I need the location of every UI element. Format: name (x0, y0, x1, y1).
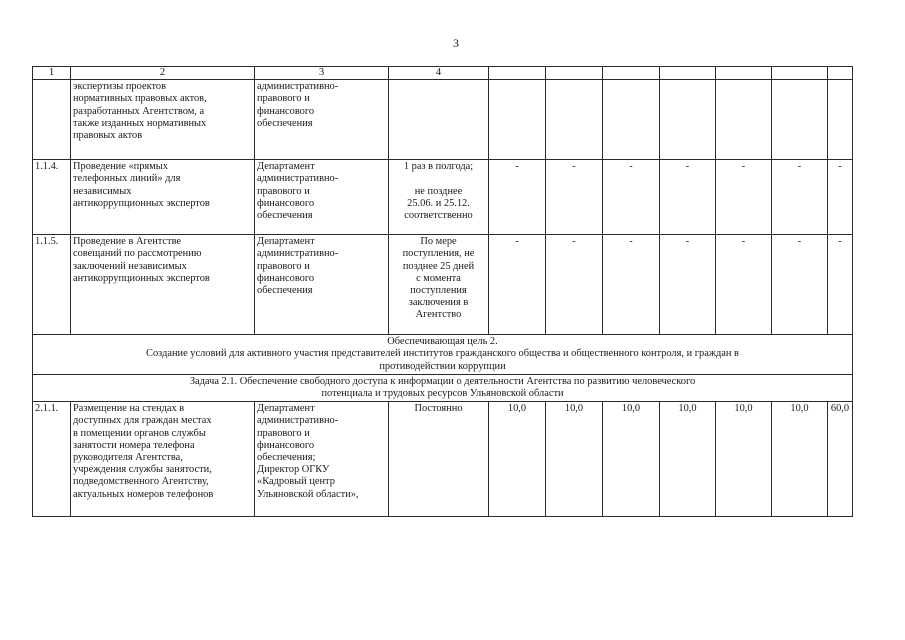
responsible-text: Департамент (257, 161, 315, 173)
goal-text: Обеспечивающая цель 2. (387, 336, 498, 348)
table-row (33, 402, 853, 517)
value-cell: - (546, 235, 603, 335)
value-cell: 10,0 (546, 402, 603, 517)
responsible-text: правового и (257, 93, 310, 105)
value-cell: - (660, 235, 716, 335)
value-cell: 10,0 (603, 402, 660, 517)
value-cell: - (828, 235, 853, 335)
goal-row (33, 335, 853, 375)
value-cell: 10,0 (772, 402, 828, 517)
value-cell (546, 80, 603, 160)
header-cell-11 (828, 67, 853, 80)
measure-text: актуальных номеров телефонов (73, 488, 214, 500)
responsible-text: финансового (257, 439, 315, 451)
responsible-text: Ульяновской области», (257, 488, 359, 500)
goal-text: противодействии коррупции (379, 360, 506, 372)
value-cell: - (716, 235, 772, 335)
deadline-text: По мере (420, 236, 457, 248)
measure-cell (71, 402, 255, 517)
value-cell: - (489, 160, 546, 235)
value-cell: - (716, 160, 772, 235)
responsible-text: обеспечения (257, 210, 313, 222)
row-number (33, 80, 71, 160)
deadline-text: 1 раз в полгода; (403, 161, 474, 173)
task-cell (33, 374, 853, 401)
header-cell-7 (603, 67, 660, 80)
header-cell-10 (772, 67, 828, 80)
measure-text: заключений независимых (73, 260, 187, 272)
row-number: 1.1.4. (33, 160, 71, 235)
deadline-text: 25.06. и 25.12. (407, 197, 470, 209)
deadline-cell (389, 235, 489, 335)
value-cell: - (603, 235, 660, 335)
value-cell: - (603, 160, 660, 235)
header-cell-1: 1 (33, 67, 71, 80)
responsible-cell (255, 80, 389, 160)
measure-text: Проведение «прямых (73, 161, 168, 173)
deadline-text: не позднее (414, 185, 463, 197)
responsible-text: обеспечения (257, 117, 313, 129)
responsible-text: Департамент (257, 403, 315, 415)
responsible-cell (255, 160, 389, 235)
measure-text: руководителя Агентства, (73, 452, 183, 464)
measures-table (32, 66, 853, 517)
responsible-text: административно- (257, 81, 339, 93)
task-text: Задача 2.1. Обеспечение свободного доступа к информации о деятельности Агентства по развитию человеческого (189, 375, 696, 387)
value-cell (603, 80, 660, 160)
responsible-text: административно- (257, 173, 339, 185)
value-cell: 10,0 (716, 402, 772, 517)
deadline-cell (389, 160, 489, 235)
value-cell: - (489, 235, 546, 335)
measure-text: экспертизы проектов (73, 81, 166, 93)
responsible-text: административно- (257, 248, 339, 260)
table-body (33, 67, 853, 517)
header-cell-4: 4 (389, 67, 489, 80)
deadline-text: поступления (410, 285, 467, 297)
table-row (33, 235, 853, 335)
responsible-text: финансового (257, 272, 315, 284)
measure-text: телефонных линий» для (73, 173, 181, 185)
table-row (33, 80, 853, 160)
header-cell-8 (660, 67, 716, 80)
measure-cell (71, 160, 255, 235)
value-cell (828, 80, 853, 160)
responsible-text: «Кадровый центр (257, 476, 335, 488)
value-cell: 60,0 (828, 402, 853, 517)
responsible-text: правового и (257, 260, 310, 272)
deadline-text: соответственно (404, 210, 473, 222)
measure-text: независимых (73, 185, 132, 197)
responsible-text: обеспечения; (257, 452, 316, 464)
value-cell: - (772, 160, 828, 235)
deadline-cell (389, 402, 489, 517)
responsible-text: правового и (257, 185, 310, 197)
deadline-text: позднее 25 дней (402, 260, 475, 272)
measure-text: подведомственного Агентству, (73, 476, 209, 488)
deadline-text (391, 173, 486, 185)
page-number: 3 (453, 36, 459, 50)
value-cell: - (828, 160, 853, 235)
value-cell (772, 80, 828, 160)
header-cell-3: 3 (255, 67, 389, 80)
measure-text: совещаний по рассмотрению (73, 248, 202, 260)
responsible-text: правового и (257, 427, 310, 439)
measure-text: учреждения службы занятости, (73, 464, 212, 476)
measure-text: в помещении органов службы (73, 427, 206, 439)
measure-text: доступных для граждан местах (73, 415, 212, 427)
measure-text: Размещение на стендах в (73, 403, 185, 415)
deadline-text: поступления, не (402, 248, 475, 260)
row-number: 1.1.5. (33, 235, 71, 335)
task-text: потенциала и трудовых ресурсов Ульяновской области (321, 388, 564, 400)
task-row (33, 374, 853, 401)
row-number: 2.1.1. (33, 402, 71, 517)
responsible-text: Департамент (257, 236, 315, 248)
value-cell: - (546, 160, 603, 235)
measure-text: занятости номера телефона (73, 439, 195, 451)
value-cell: - (660, 160, 716, 235)
header-row (33, 67, 853, 80)
measure-text: антикоррупционных экспертов (73, 197, 210, 209)
deadline-text: Постоянно (414, 403, 463, 415)
header-cell-5 (489, 67, 546, 80)
measure-cell (71, 235, 255, 335)
value-cell (660, 80, 716, 160)
measure-cell (71, 80, 255, 160)
goal-cell (33, 335, 853, 375)
responsible-text: Директор ОГКУ (257, 464, 330, 476)
measure-text: нормативных правовых актов, (73, 93, 207, 105)
deadline-text: Агентство (415, 309, 462, 321)
header-cell-9 (716, 67, 772, 80)
goal-text: Создание условий для активного участия представителей институтов гражданского общества и общественного контроля, и граждан в (146, 348, 739, 360)
measure-text: также изданных нормативных (73, 117, 207, 129)
measure-text: Проведение в Агентстве (73, 236, 182, 248)
value-cell (716, 80, 772, 160)
value-cell (489, 80, 546, 160)
header-cell-6 (546, 67, 603, 80)
responsible-text: финансового (257, 105, 315, 117)
table-row (33, 160, 853, 235)
responsible-cell (255, 235, 389, 335)
responsible-text: финансового (257, 197, 315, 209)
value-cell: 10,0 (660, 402, 716, 517)
responsible-text: обеспечения (257, 285, 313, 297)
deadline-text: с момента (416, 272, 461, 284)
value-cell: - (772, 235, 828, 335)
measure-text: разработанных Агентством, а (73, 105, 205, 117)
measure-text: антикоррупционных экспертов (73, 272, 210, 284)
header-cell-2: 2 (71, 67, 255, 80)
measure-text: правовых актов (73, 130, 143, 142)
deadline-text: заключения в (408, 297, 469, 309)
value-cell: 10,0 (489, 402, 546, 517)
deadline-cell (389, 80, 489, 160)
responsible-text: административно- (257, 415, 339, 427)
responsible-cell (255, 402, 389, 517)
